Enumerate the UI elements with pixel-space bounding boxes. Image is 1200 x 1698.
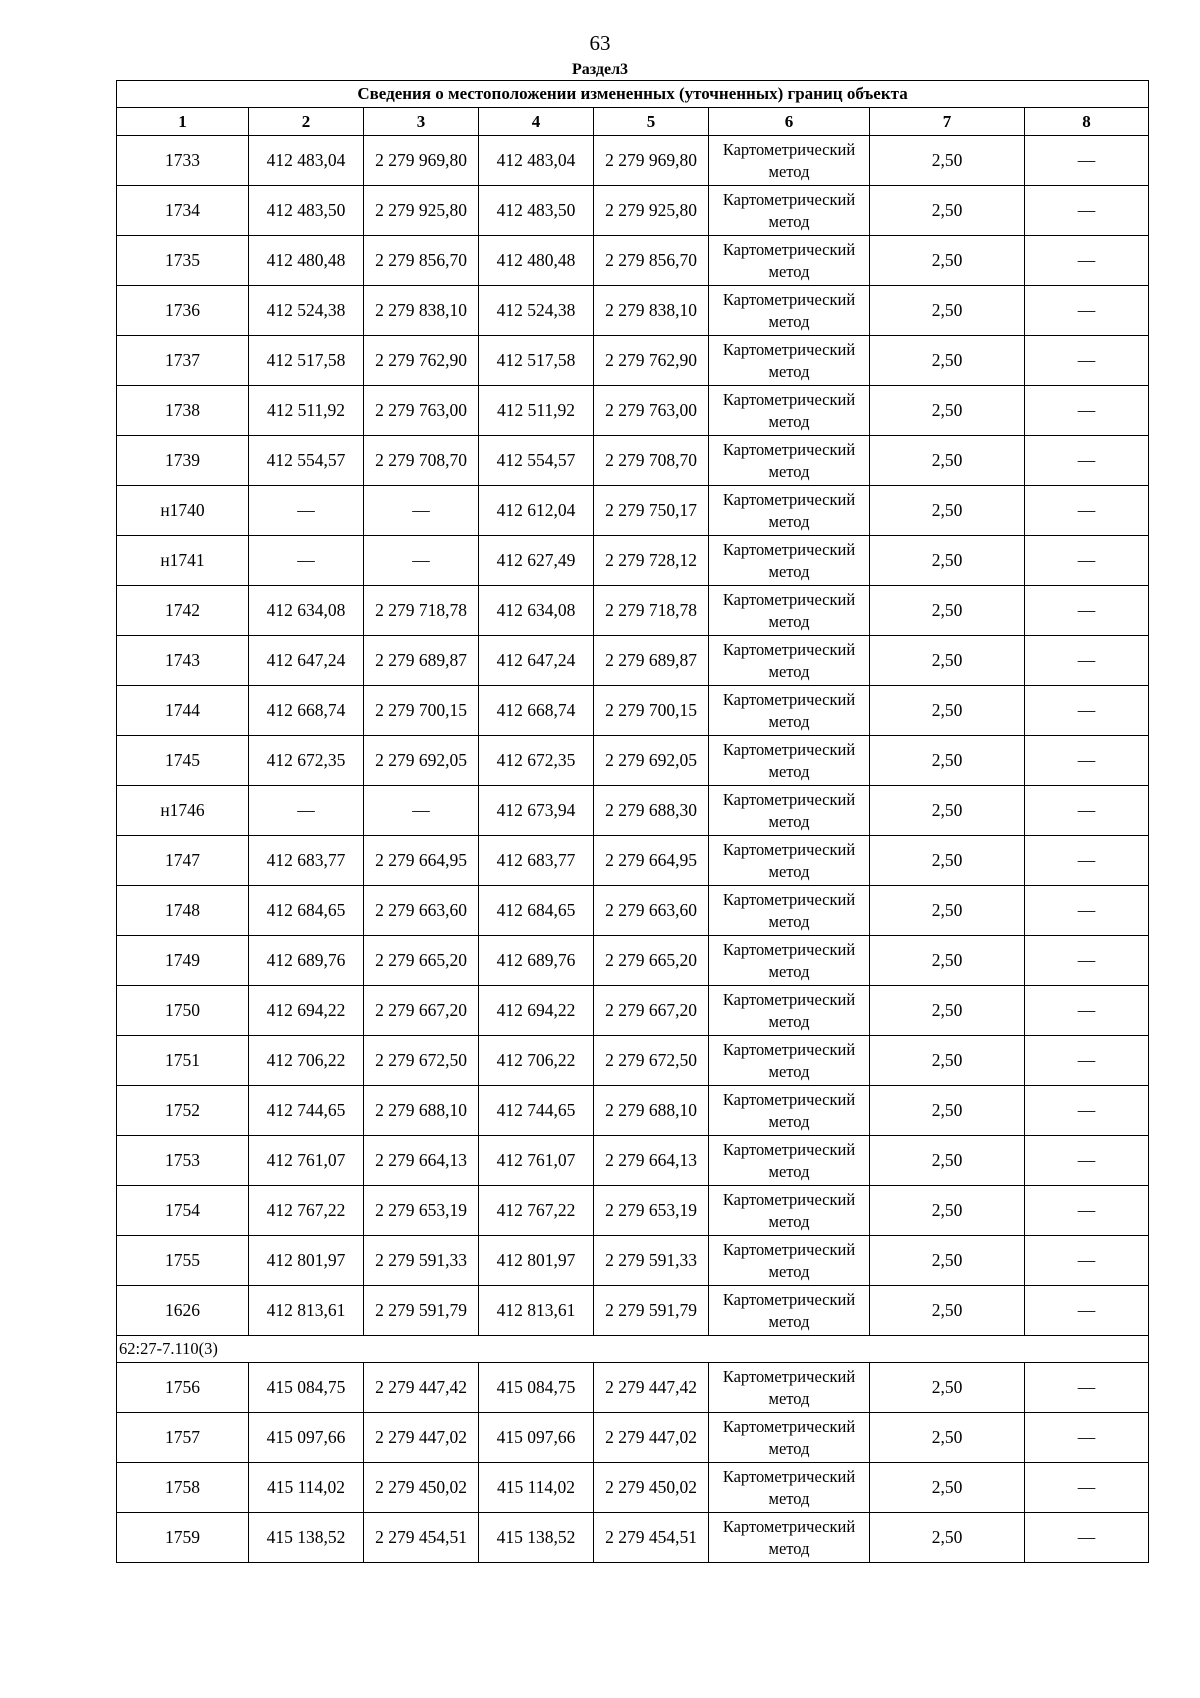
table-cell: 412 689,76	[479, 936, 594, 986]
table-cell: 415 138,52	[479, 1513, 594, 1563]
table-cell: 415 084,75	[249, 1363, 364, 1413]
table-cell: 412 511,92	[479, 386, 594, 436]
table-cell: 2 279 663,60	[364, 886, 479, 936]
table-cell: Картометрический метод	[709, 1236, 870, 1286]
table-cell: 2,50	[870, 386, 1025, 436]
table-cell: —	[1025, 886, 1149, 936]
table-cell: —	[1025, 486, 1149, 536]
table-cell: 2,50	[870, 1286, 1025, 1336]
table-cell: 412 673,94	[479, 786, 594, 836]
table-row	[117, 536, 1149, 586]
table-cell: 2 279 969,80	[594, 136, 709, 186]
table-cell: 2 279 856,70	[594, 236, 709, 286]
table-cell: 412 483,04	[479, 136, 594, 186]
table-row	[117, 486, 1149, 536]
table-cell: —	[1025, 986, 1149, 1036]
table-cell: 2 279 665,20	[594, 936, 709, 986]
boundary-coordinates-table	[116, 80, 1149, 1563]
table-cell: Картометрический метод	[709, 286, 870, 336]
table-cell: 412 761,07	[249, 1136, 364, 1186]
table-cell: —	[1025, 436, 1149, 486]
table-cell: 1753	[117, 1136, 249, 1186]
table-row	[117, 986, 1149, 1036]
table-cell: 2,50	[870, 786, 1025, 836]
table-cell: н1746	[117, 786, 249, 836]
table-cell: 1745	[117, 736, 249, 786]
table-cell: 412 480,48	[249, 236, 364, 286]
table-cell: 412 483,50	[479, 186, 594, 236]
table-row	[117, 186, 1149, 236]
table-cell: Картометрический метод	[709, 1136, 870, 1186]
table-cell: —	[1025, 786, 1149, 836]
table-cell: 412 684,65	[479, 886, 594, 936]
table-cell: 1742	[117, 586, 249, 636]
table-cell: 1752	[117, 1086, 249, 1136]
table-cell: 2 279 688,30	[594, 786, 709, 836]
table-cell: 1751	[117, 1036, 249, 1086]
table-cell: 1757	[117, 1413, 249, 1463]
group-header-row	[117, 1336, 1149, 1363]
table-cell: 2 279 664,13	[364, 1136, 479, 1186]
table-cell: 2 279 450,02	[364, 1463, 479, 1513]
table-cell: 415 097,66	[479, 1413, 594, 1463]
table-row	[117, 1086, 1149, 1136]
table-cell: 2 279 591,79	[594, 1286, 709, 1336]
table-cell: 1738	[117, 386, 249, 436]
table-row	[117, 836, 1149, 886]
table-cell: 2 279 667,20	[594, 986, 709, 1036]
table-cell: 2 279 664,95	[594, 836, 709, 886]
table-cell: Картометрический метод	[709, 1286, 870, 1336]
table-row	[117, 586, 1149, 636]
table-cell: 2,50	[870, 1363, 1025, 1413]
table-cell: —	[1025, 1286, 1149, 1336]
table-cell: 415 084,75	[479, 1363, 594, 1413]
table-row	[117, 136, 1149, 186]
table-cell: 412 684,65	[249, 886, 364, 936]
table-cell: 2,50	[870, 986, 1025, 1036]
table-cell: 2 279 591,79	[364, 1286, 479, 1336]
column-number: 8	[1025, 108, 1149, 136]
table-cell: —	[1025, 386, 1149, 436]
table-cell: 1747	[117, 836, 249, 886]
table-row	[117, 786, 1149, 836]
table-cell: Картометрический метод	[709, 436, 870, 486]
table-cell: 2,50	[870, 836, 1025, 886]
table-cell: 1737	[117, 336, 249, 386]
table-cell: Картометрический метод	[709, 1186, 870, 1236]
table-cell: 412 483,04	[249, 136, 364, 186]
table-row	[117, 686, 1149, 736]
table-cell: 2,50	[870, 1513, 1025, 1563]
table-row	[117, 436, 1149, 486]
table-cell: 2 279 762,90	[364, 336, 479, 386]
table-cell: —	[249, 486, 364, 536]
table-cell: 2,50	[870, 536, 1025, 586]
table-cell: 2,50	[870, 1236, 1025, 1286]
table-cell: 2,50	[870, 1036, 1025, 1086]
table-cell: —	[1025, 1036, 1149, 1086]
table-cell: Картометрический метод	[709, 336, 870, 386]
table-row	[117, 286, 1149, 336]
table-cell: 412 694,22	[249, 986, 364, 1036]
column-number: 3	[364, 108, 479, 136]
table-cell: Картометрический метод	[709, 586, 870, 636]
table-cell: 2 279 692,05	[594, 736, 709, 786]
table-row	[117, 736, 1149, 786]
table-cell: 2 279 838,10	[594, 286, 709, 336]
table-cell: 1733	[117, 136, 249, 186]
table-cell: Картометрический метод	[709, 636, 870, 686]
table-row	[117, 1136, 1149, 1186]
table-cell: 1754	[117, 1186, 249, 1236]
table-cell: 2,50	[870, 486, 1025, 536]
table-cell: 1749	[117, 936, 249, 986]
table-cell: 1743	[117, 636, 249, 686]
table-row	[117, 886, 1149, 936]
table-cell: 2,50	[870, 236, 1025, 286]
table-cell: 2 279 672,50	[364, 1036, 479, 1086]
table-cell: 412 647,24	[479, 636, 594, 686]
table-cell: 2 279 700,15	[594, 686, 709, 736]
table-cell: 2 279 925,80	[594, 186, 709, 236]
table-cell: 1748	[117, 886, 249, 936]
table-row	[117, 1413, 1149, 1463]
table-cell: 1744	[117, 686, 249, 736]
table-cell: 1755	[117, 1236, 249, 1286]
table-cell: 412 524,38	[479, 286, 594, 336]
table-cell: 2 279 689,87	[594, 636, 709, 686]
table-cell: —	[1025, 1186, 1149, 1236]
table-cell: Картометрический метод	[709, 1513, 870, 1563]
table-cell: 2 279 838,10	[364, 286, 479, 336]
column-number: 1	[117, 108, 249, 136]
table-cell: 2 279 689,87	[364, 636, 479, 686]
table-cell: 2 279 728,12	[594, 536, 709, 586]
table-cell: —	[1025, 1463, 1149, 1513]
table-cell: Картометрический метод	[709, 536, 870, 586]
table-cell: 2,50	[870, 1086, 1025, 1136]
page-number: 63	[589, 31, 611, 55]
table-cell: 415 114,02	[249, 1463, 364, 1513]
table-cell: 2 279 447,42	[364, 1363, 479, 1413]
table-cell: 412 801,97	[249, 1236, 364, 1286]
table-cell: 412 554,57	[249, 436, 364, 486]
section-title: Раздел3	[571, 61, 629, 78]
table-cell: Картометрический метод	[709, 1463, 870, 1513]
table-cell: 1739	[117, 436, 249, 486]
table-cell: 2,50	[870, 136, 1025, 186]
table-cell: 412 524,38	[249, 286, 364, 336]
table-cell: 2,50	[870, 436, 1025, 486]
table-cell: 412 634,08	[479, 586, 594, 636]
table-row	[117, 236, 1149, 286]
table-cell: 412 554,57	[479, 436, 594, 486]
table-cell: 412 744,65	[249, 1086, 364, 1136]
table-cell: Картометрический метод	[709, 886, 870, 936]
table-cell: 2 279 450,02	[594, 1463, 709, 1513]
table-cell: 412 767,22	[249, 1186, 364, 1236]
table-cell: 2 279 718,78	[364, 586, 479, 636]
table-cell: —	[1025, 186, 1149, 236]
table-cell: 2 279 454,51	[364, 1513, 479, 1563]
column-number: 2	[249, 108, 364, 136]
table-row	[117, 386, 1149, 436]
table-cell: 412 813,61	[479, 1286, 594, 1336]
table-cell: 1734	[117, 186, 249, 236]
table-cell: 2 279 925,80	[364, 186, 479, 236]
table-cell: —	[249, 786, 364, 836]
table-cell: 415 097,66	[249, 1413, 364, 1463]
table-cell: 2 279 688,10	[364, 1086, 479, 1136]
table-cell: 415 114,02	[479, 1463, 594, 1513]
table-cell: Картометрический метод	[709, 386, 870, 436]
table-cell: 412 689,76	[249, 936, 364, 986]
table-cell: —	[1025, 686, 1149, 736]
table-cell: 2 279 969,80	[364, 136, 479, 186]
table-cell: 2,50	[870, 1463, 1025, 1513]
table-cell: 412 627,49	[479, 536, 594, 586]
table-cell: Картометрический метод	[709, 836, 870, 886]
table-cell: 1736	[117, 286, 249, 336]
table-cell: Картометрический метод	[709, 986, 870, 1036]
table-cell: 2 279 750,17	[594, 486, 709, 536]
table-cell: —	[1025, 1513, 1149, 1563]
table-cell: Картометрический метод	[709, 1363, 870, 1413]
table-cell: 2,50	[870, 686, 1025, 736]
table-cell: —	[1025, 936, 1149, 986]
table-cell: 2,50	[870, 186, 1025, 236]
table-cell: 1750	[117, 986, 249, 1036]
table-cell: 2 279 700,15	[364, 686, 479, 736]
table-cell: 2 279 665,20	[364, 936, 479, 986]
table-cell: 2 279 718,78	[594, 586, 709, 636]
table-cell: Картометрический метод	[709, 186, 870, 236]
table-cell: Картометрический метод	[709, 486, 870, 536]
table-cell: 2 279 664,13	[594, 1136, 709, 1186]
table-cell: 412 517,58	[479, 336, 594, 386]
table-cell: Картометрический метод	[709, 1086, 870, 1136]
table-cell: 2 279 447,02	[594, 1413, 709, 1463]
table-cell: 415 138,52	[249, 1513, 364, 1563]
table-cell: 2,50	[870, 886, 1025, 936]
table-cell: 2 279 667,20	[364, 986, 479, 1036]
table-cell: 2 279 591,33	[364, 1236, 479, 1286]
table-cell: 1756	[117, 1363, 249, 1413]
table-cell: 412 517,58	[249, 336, 364, 386]
table-cell: 2 279 591,33	[594, 1236, 709, 1286]
table-cell: Картометрический метод	[709, 736, 870, 786]
table-cell: 2,50	[870, 286, 1025, 336]
table-cell: 412 706,22	[249, 1036, 364, 1086]
table-cell: 2 279 708,70	[364, 436, 479, 486]
table-cell: —	[364, 486, 479, 536]
table-cell: 412 761,07	[479, 1136, 594, 1186]
table-cell: —	[1025, 1236, 1149, 1286]
table-cell: 412 672,35	[249, 736, 364, 786]
table-cell: —	[1025, 336, 1149, 386]
table-row	[117, 1463, 1149, 1513]
table-row	[117, 636, 1149, 686]
table-cell: 2 279 856,70	[364, 236, 479, 286]
table-cell: —	[1025, 586, 1149, 636]
table-row	[117, 1186, 1149, 1236]
table-cell: 412 612,04	[479, 486, 594, 536]
table-row	[117, 1363, 1149, 1413]
table-cell: Картометрический метод	[709, 1413, 870, 1463]
table-cell: 412 483,50	[249, 186, 364, 236]
table-cell: 2 279 763,00	[364, 386, 479, 436]
table-cell: —	[1025, 286, 1149, 336]
table-cell: 2 279 664,95	[364, 836, 479, 886]
table-cell: 1735	[117, 236, 249, 286]
table-cell: 412 801,97	[479, 1236, 594, 1286]
table-cell: Картометрический метод	[709, 1036, 870, 1086]
table-cell: —	[249, 536, 364, 586]
table-cell: 2 279 708,70	[594, 436, 709, 486]
table-row	[117, 1286, 1149, 1336]
table-cell: 2,50	[870, 1136, 1025, 1186]
table-cell: 2 279 763,00	[594, 386, 709, 436]
table-cell: 2,50	[870, 586, 1025, 636]
table-cell: Картометрический метод	[709, 136, 870, 186]
table-body	[117, 136, 1149, 1563]
table-cell: 2 279 663,60	[594, 886, 709, 936]
table-cell: —	[364, 536, 479, 586]
table-cell: —	[1025, 236, 1149, 286]
group-label: 62:27-7.110(3)	[117, 1336, 1149, 1363]
table-cell: 2 279 653,19	[364, 1186, 479, 1236]
table-cell: —	[1025, 736, 1149, 786]
table-cell: 412 767,22	[479, 1186, 594, 1236]
table-cell: 2 279 688,10	[594, 1086, 709, 1136]
table-row	[117, 1236, 1149, 1286]
table-cell: 412 694,22	[479, 986, 594, 1036]
column-number: 4	[479, 108, 594, 136]
table-cell: —	[1025, 1086, 1149, 1136]
table-cell: —	[1025, 536, 1149, 586]
table-cell: н1740	[117, 486, 249, 536]
table-cell: н1741	[117, 536, 249, 586]
table-cell: 412 668,74	[479, 686, 594, 736]
table-title: Сведения о местоположении измененных (уточненных) границ объекта	[117, 81, 1149, 108]
table-cell: 2 279 672,50	[594, 1036, 709, 1086]
table-cell: 2,50	[870, 1413, 1025, 1463]
table-cell: Картометрический метод	[709, 936, 870, 986]
table-row	[117, 1036, 1149, 1086]
table-cell: 2 279 762,90	[594, 336, 709, 386]
table-cell: 412 634,08	[249, 586, 364, 636]
table-cell: 412 813,61	[249, 1286, 364, 1336]
table-cell: —	[1025, 1413, 1149, 1463]
table-cell: 2,50	[870, 336, 1025, 386]
column-number-row	[117, 108, 1149, 136]
column-number: 6	[709, 108, 870, 136]
table-cell: 412 480,48	[479, 236, 594, 286]
table-cell: 412 511,92	[249, 386, 364, 436]
table-cell: 2,50	[870, 936, 1025, 986]
table-cell: Картометрический метод	[709, 786, 870, 836]
table-cell: —	[1025, 136, 1149, 186]
table-cell: 412 668,74	[249, 686, 364, 736]
table-cell: —	[1025, 636, 1149, 686]
table-row	[117, 1513, 1149, 1563]
table-cell: 2 279 447,02	[364, 1413, 479, 1463]
table-cell: 1758	[117, 1463, 249, 1513]
table-row	[117, 336, 1149, 386]
table-cell: —	[364, 786, 479, 836]
table-cell: 1759	[117, 1513, 249, 1563]
table-cell: 2,50	[870, 636, 1025, 686]
table-cell: 412 647,24	[249, 636, 364, 686]
table-cell: 412 706,22	[479, 1036, 594, 1086]
table-cell: 2,50	[870, 1186, 1025, 1236]
table-cell: 2 279 692,05	[364, 736, 479, 786]
table-cell: Картометрический метод	[709, 686, 870, 736]
column-number: 7	[870, 108, 1025, 136]
table-cell: 412 683,77	[479, 836, 594, 886]
table-cell: 1626	[117, 1286, 249, 1336]
table-cell: 412 672,35	[479, 736, 594, 786]
table-cell: 412 744,65	[479, 1086, 594, 1136]
table-cell: 2 279 447,42	[594, 1363, 709, 1413]
table-cell: 2,50	[870, 736, 1025, 786]
table-cell: Картометрический метод	[709, 236, 870, 286]
table-cell: 2 279 454,51	[594, 1513, 709, 1563]
table-cell: —	[1025, 1136, 1149, 1186]
table-cell: —	[1025, 1363, 1149, 1413]
table-cell: 2 279 653,19	[594, 1186, 709, 1236]
table-cell: 412 683,77	[249, 836, 364, 886]
table-cell: —	[1025, 836, 1149, 886]
column-number: 5	[594, 108, 709, 136]
table-row	[117, 936, 1149, 986]
